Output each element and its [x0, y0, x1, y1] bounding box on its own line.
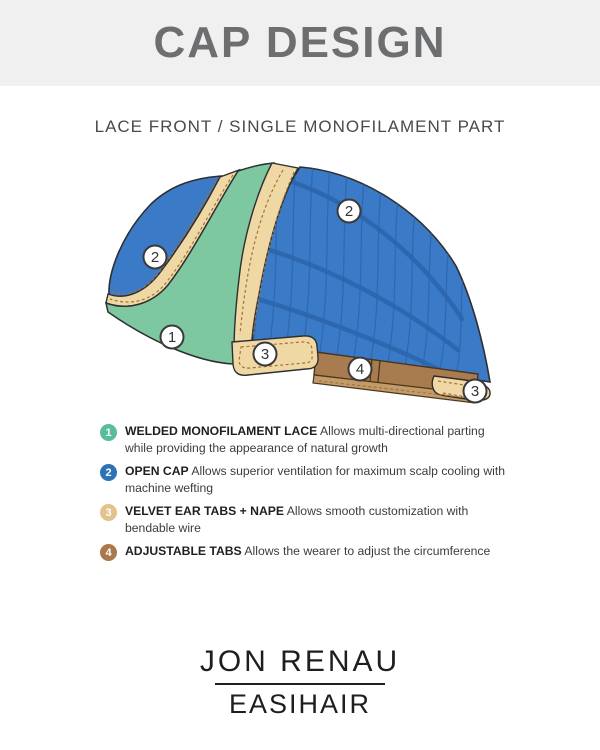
legend-text-4 [125, 543, 490, 560]
svg-text:2: 2 [344, 203, 354, 220]
legend-item-welded-lace [100, 423, 512, 457]
legend-item-ear-tabs [100, 503, 512, 537]
brand-name: JON RENAU [199, 645, 401, 678]
legend-desc-3: Allows smooth customization with bendable wire [125, 504, 469, 535]
legend-badge-3: 3 [100, 504, 117, 521]
legend-desc-4: Allows the wearer to adjust the circumference [244, 544, 491, 558]
brand-logo [0, 645, 600, 720]
legend-text-3 [125, 503, 512, 537]
page-title: CAP DESIGN [153, 18, 447, 67]
cap-marker-adjustable-tabs [349, 358, 372, 381]
sub-brand-name: EASIHAIR [228, 689, 372, 719]
svg-text:1: 1 [167, 329, 177, 346]
svg-text:4: 4 [355, 361, 365, 378]
legend-text-2 [125, 463, 512, 497]
legend-label-3: VELVET EAR TABS + NAPE [125, 504, 285, 518]
legend-badge-2: 2 [100, 464, 117, 481]
cap-illustration [0, 154, 600, 409]
svg-text:3: 3 [470, 383, 480, 400]
legend-text-1 [125, 423, 512, 457]
legend-label-4: ADJUSTABLE TABS [125, 544, 242, 558]
legend-item-open-cap [100, 463, 512, 497]
svg-text:3: 3 [260, 346, 270, 363]
legend-desc-2: Allows superior ventilation for maximum scalp cooling with machine wefting [125, 464, 506, 495]
legend-item-adjustable-tabs [100, 543, 512, 561]
header-band [0, 0, 600, 86]
svg-text:2: 2 [150, 249, 160, 266]
legend-desc-1: Allows multi-directional parting while providing the appearance of natural growth [125, 424, 485, 455]
cap-marker-nape [464, 380, 487, 403]
subtitle: LACE FRONT / SINGLE MONOFILAMENT PART [94, 117, 506, 136]
legend-label-2: OPEN CAP [125, 464, 189, 478]
cap-marker-open-cap-front [144, 246, 167, 269]
cap-marker-open-cap-back [338, 200, 361, 223]
cap-marker-welded-lace [161, 326, 184, 349]
cap-marker-ear-tab [254, 343, 277, 366]
brand-divider [215, 683, 385, 685]
legend-badge-1: 1 [100, 424, 117, 441]
legend-label-1: WELDED MONOFILAMENT LACE [125, 424, 318, 438]
legend [100, 423, 512, 561]
legend-badge-4: 4 [100, 544, 117, 561]
